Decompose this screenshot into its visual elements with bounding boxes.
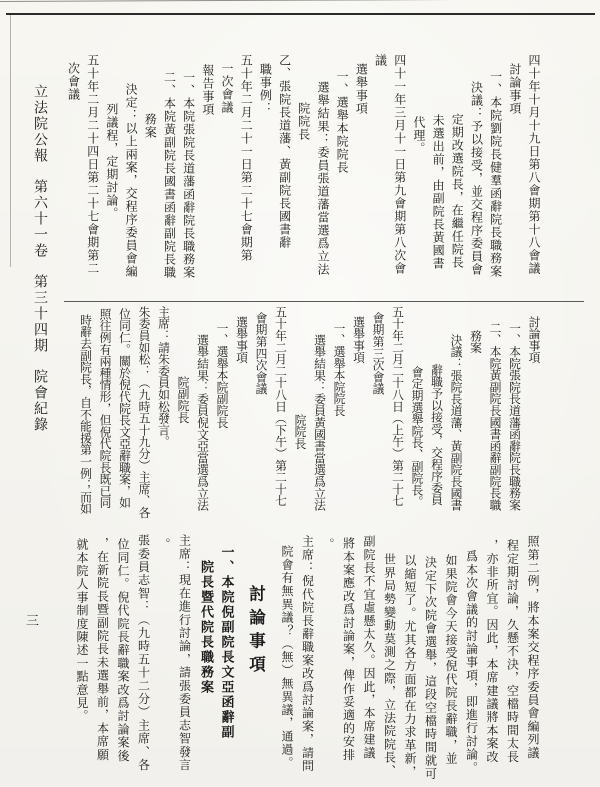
page-number: 三	[26, 614, 40, 629]
text-column: 選舉結果：委員倪文亞當選爲立法	[195, 333, 210, 511]
text-column: 四十年十月十九日第八會期第十八會議	[527, 54, 541, 275]
text-column: 乙、張院長道藩、黃副院長國書辭	[277, 54, 292, 249]
text-column: 選舉事項	[234, 315, 249, 363]
text-column: 一、本院劉院長健羣函辭院長職務案	[488, 69, 503, 278]
text-column: 一、本院張院長道藩函辭院長職務案	[507, 321, 522, 511]
case-title-column: 院長暨代院長職務案	[198, 559, 213, 695]
text-column: 報告事項	[200, 64, 215, 117]
text-column: 院副院長	[176, 375, 190, 423]
text-column: 。	[157, 538, 171, 552]
record-type-label: 院會紀錄	[32, 369, 48, 433]
text-column: 位同仁。倪代院長辭職案改爲討論案後	[116, 538, 130, 763]
text-column: 一次會議	[220, 61, 234, 114]
text-column: 會定期選舉院長、副院長。	[410, 366, 424, 508]
text-column: 一、選舉本院副院長	[215, 321, 229, 428]
text-column: 一、選舉本院院長	[335, 69, 350, 174]
text-column: 五十年二月二十一日第二十七會期第	[239, 54, 254, 262]
text-column: 朱委員如松：（九時五十九分）主席、各	[137, 306, 151, 519]
text-column: ，亦非所宜。因此，本席建議將本案改	[485, 539, 499, 764]
text-column: 四十一年三月十一日第九會期第八次會	[392, 54, 407, 275]
text-column: 主席：請朱委員如松發言。	[156, 306, 171, 448]
text-column: 選舉結果：委員張道藩當選爲立法	[315, 81, 330, 277]
section-minutes-top	[62, 54, 543, 300]
text-column: 職事例：	[258, 63, 273, 116]
text-column: 議	[373, 54, 388, 67]
text-column: ，在新院長暨副院長未選舉前，本席願	[95, 536, 110, 762]
text-column: 院會有無異議？（無）無異議，通過。	[280, 544, 294, 770]
text-column: 討論事項	[527, 315, 541, 363]
case-title-column: 一、本院倪副院長文亞函辭副	[218, 544, 234, 740]
text-column: 定期改選院長，在繼任院長	[450, 112, 465, 269]
section-divider-rule	[64, 301, 584, 302]
text-column: 主席：現在進行討論，請張委員志智發言	[177, 534, 192, 772]
text-column: 世界局勢變動莫測之際，立法院院長、	[382, 552, 397, 778]
text-column: 列議程，定期討論。	[104, 103, 119, 221]
section-heading: 討論事項	[246, 585, 266, 680]
text-column: 會期第三次會議	[371, 312, 385, 395]
text-column: 選舉結果：委員黃國書當選爲立法	[312, 333, 327, 511]
section-minutes-middle	[62, 306, 543, 524]
text-column: 選舉事項	[354, 63, 369, 116]
text-column: 五十年二月二十八日（下午）第二十七	[273, 306, 288, 507]
section-minutes-bottom	[62, 534, 543, 786]
text-column: 代理。	[411, 116, 426, 156]
text-column: 院院長	[296, 102, 311, 142]
text-column: 次會議	[66, 61, 81, 101]
text-column: 張委員志智：（九時五十二分）主席、各	[136, 534, 151, 772]
text-column: 院院長	[293, 414, 307, 450]
text-column: 副院長不宜虛懸太久。因此，本席建議	[362, 535, 376, 760]
text-column: 二、本院黃副院長國書函辭副院長職	[488, 321, 502, 511]
text-column: 務案	[468, 330, 483, 354]
text-column: 決議：予以接受，並交程序委員會	[469, 81, 484, 277]
text-column: 務案	[143, 112, 158, 139]
text-column: 時辭去副院長，自不能援第一例；而如	[78, 314, 93, 515]
text-column: 選舉事項	[351, 315, 366, 363]
masthead	[30, 84, 50, 433]
text-column: 如果院會今天接受倪代院長辭職，並	[444, 554, 458, 766]
text-column: 一、選舉本院院長	[332, 321, 346, 416]
publication-title: 立法院公報	[32, 84, 48, 164]
page-bottom-edge-artifact	[0, 0, 452, 2]
text-column: 位同仁。關於倪代院長文亞辭職案，如	[117, 308, 132, 509]
text-column: 以縮短了。尤其各方面都在力求革新，	[403, 554, 417, 779]
text-column: 五十年二月二十八日（上午）第二十七	[390, 306, 405, 507]
text-column: 決定下次院會選舉，這段空檔時間就可	[423, 555, 438, 780]
text-column: 主席：倪代院長辭職案改爲討論案，請問	[300, 535, 315, 773]
left-binding-edge-line	[10, 15, 11, 267]
text-column: 五十年二月二十四日第二十七會期第二	[85, 54, 100, 275]
text-column: 討論事項	[507, 63, 522, 116]
text-column: 爲本次會議的討論事項，即進行討論。	[464, 550, 479, 775]
volume-label: 第六十一卷	[32, 179, 48, 259]
text-column: 會期第四次會議	[254, 312, 268, 395]
text-column: 就本院人事制度陳述一點意見。	[75, 538, 89, 723]
text-column: 一、本院張院長道藩函辭院長職務案	[181, 70, 196, 279]
text-column: 辭職予以接受，交程序委員	[429, 363, 444, 506]
text-column: 照往例有兩種情形，但倪代院長既已同	[98, 308, 112, 509]
text-column: 程定期討論，久懸不決，空檔時間太長	[505, 539, 520, 764]
issue-label: 第三十四期	[32, 274, 48, 354]
text-column: 二、本院黃副院長國書函辭副院長職	[162, 70, 177, 279]
text-column: 未選出前，由副院長黃國書	[431, 113, 446, 270]
text-column: 決議：張院長道藩、黃副院長國書	[449, 333, 463, 511]
top-border-rule	[6, 13, 595, 15]
text-column: 。	[321, 538, 335, 552]
text-column: 照第二例，將本案交程序委員會編列議	[526, 535, 540, 760]
text-column: 將本案應改爲討論案，俾作妥適的安排	[341, 536, 356, 762]
text-column: 決定：以上兩案，交程序委員會編	[124, 82, 139, 278]
